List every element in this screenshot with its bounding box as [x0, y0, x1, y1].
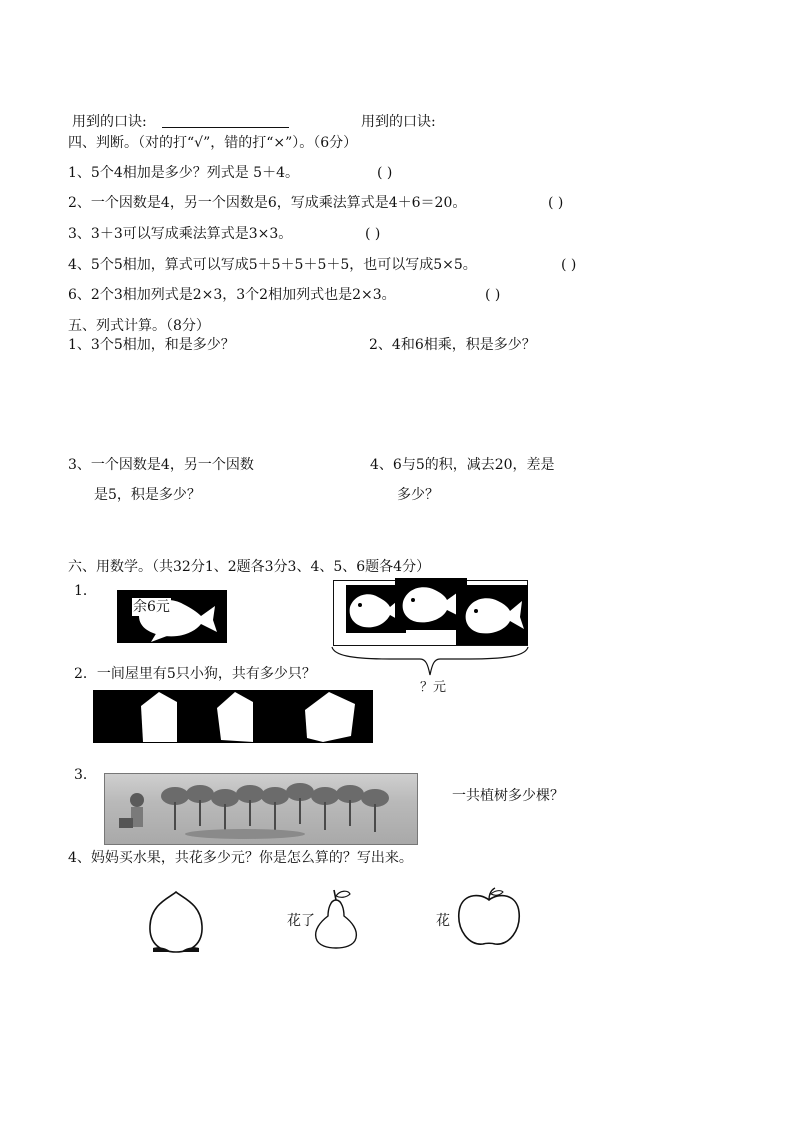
- judge-paren-2[interactable]: ( ): [548, 195, 564, 211]
- tree-planting-image: [104, 773, 418, 845]
- apply-question-3-text: 一共植树多少棵？: [452, 788, 564, 804]
- calc-question-1: 1、3个5相加，和是多少？: [68, 337, 235, 353]
- judge-paren-3[interactable]: ( ): [365, 226, 381, 242]
- judge-paren-1[interactable]: ( ): [377, 165, 393, 181]
- apply-question-4: 4、妈妈买水果，共花多少元？你是怎么算的？写出来。: [68, 850, 413, 866]
- judge-item-4: 4、5个5相加，算式可以写成5＋5＋5＋5＋5，也可以写成5×5。: [68, 257, 477, 273]
- calc-question-3-line2: 是5，积是多少？: [94, 487, 201, 503]
- judge-item-1: 1、5个4相加是多少？列式是 5＋4。: [68, 165, 299, 181]
- formula-label-2: 用到的口诀:: [361, 114, 436, 130]
- apply-question-3-number: 3．: [74, 767, 97, 783]
- doghouse-icon: [93, 690, 373, 743]
- judge-item-3: 3、3＋3可以写成乘法算式是3×3。: [68, 226, 293, 242]
- curly-brace: [330, 645, 530, 677]
- fish-image-3: [456, 585, 528, 645]
- pear-price-label: 花了: [287, 913, 315, 929]
- section-5-title: 五、列式计算。（8分）: [68, 318, 210, 334]
- judge-paren-6[interactable]: ( ): [485, 287, 501, 303]
- fish-price-label: 余6元: [133, 599, 170, 615]
- apply-question-2: 2．一间屋里有5只小狗，共有多少只？: [74, 666, 316, 682]
- peach-icon: [145, 888, 207, 960]
- apple-price-label: 花: [436, 913, 450, 929]
- doghouse-image-strip: [93, 690, 373, 743]
- apple-icon: [455, 886, 523, 948]
- section-4-title: 四、判断。（对的打“√”，错的打“×”）。（6分）: [68, 135, 358, 151]
- calc-question-3-line1: 3、一个因数是4，另一个因数: [68, 457, 254, 473]
- section-6-title: 六、用数学。（共32分1、2题各3分3、4、5、6题各4分）: [68, 559, 431, 575]
- trees-illustration: [105, 774, 417, 844]
- answer-blank-1: [162, 127, 289, 128]
- calc-question-4-line2: 多少？: [397, 487, 439, 503]
- total-price-label: ？元: [420, 680, 447, 695]
- calc-question-4-line1: 4、6与5的积，减去20，差是: [370, 457, 555, 473]
- calc-question-2: 2、4和6相乘，积是多少？: [369, 337, 536, 353]
- fish-icon: [456, 585, 528, 645]
- pear-icon: [310, 888, 362, 950]
- formula-label-1: 用到的口诀:: [72, 114, 147, 130]
- judge-item-6: 6、2个3相加列式是2×3，3个2相加列式也是2×3。: [68, 287, 396, 303]
- judge-item-2: 2、一个因数是4，另一个因数是6，写成乘法算式是4＋6＝20。: [68, 195, 467, 211]
- judge-paren-4[interactable]: ( ): [561, 257, 577, 273]
- apply-question-1-number: 1．: [74, 583, 97, 599]
